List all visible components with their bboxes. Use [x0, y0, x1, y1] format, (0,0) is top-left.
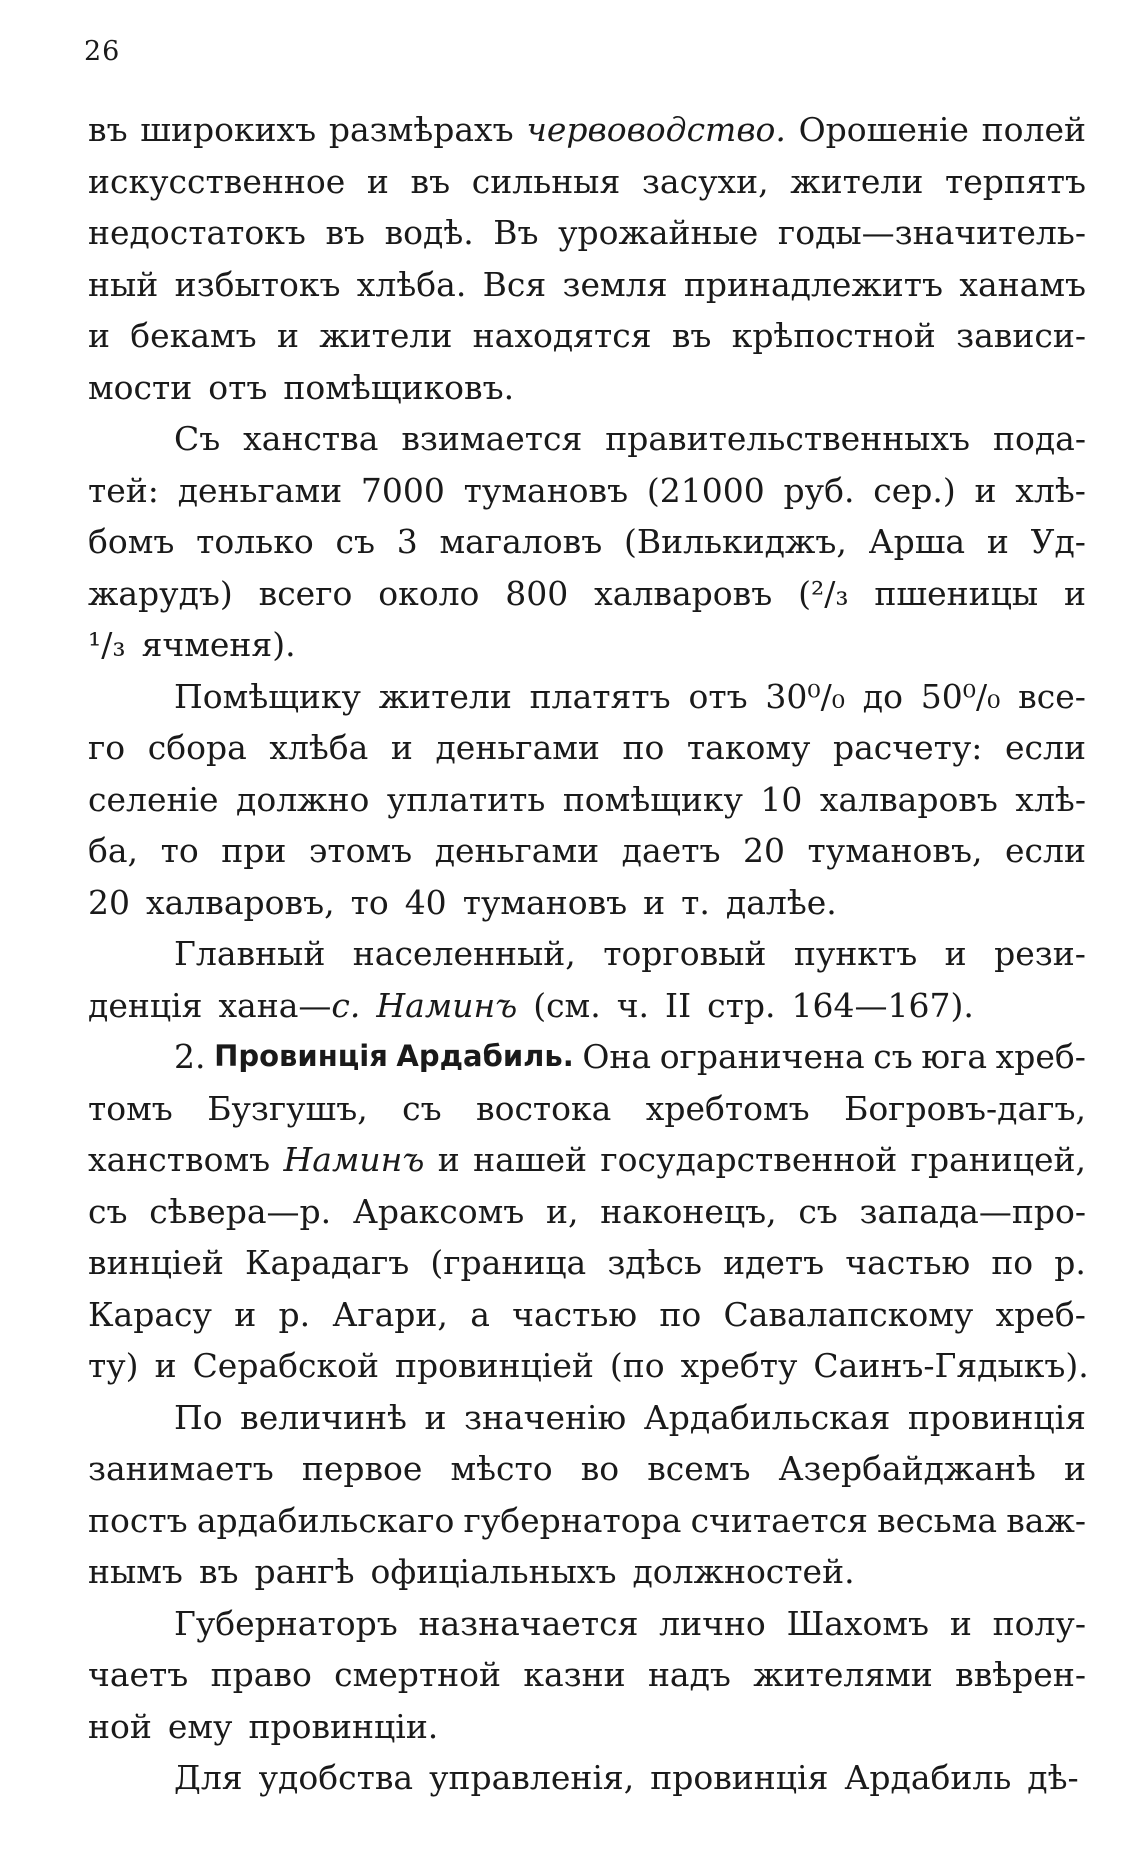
word: занимаетъ — [88, 1449, 274, 1488]
word: Агари, — [332, 1294, 448, 1334]
word: деньгами — [177, 470, 343, 510]
word: хлѣ- — [1015, 470, 1086, 510]
word: пода- — [992, 419, 1086, 458]
word: тумановъ — [463, 470, 629, 510]
word: востока — [476, 1088, 612, 1128]
word: и — [276, 316, 299, 355]
word: Орошеніе — [798, 110, 969, 149]
word: Карадагъ — [244, 1243, 410, 1282]
word: далѣе. — [725, 882, 837, 922]
word: провинціи. — [248, 1706, 439, 1746]
paragraph — [88, 1598, 1086, 1753]
text-line — [88, 1031, 1086, 1083]
word: частью — [512, 1294, 638, 1334]
word: жители — [378, 676, 512, 716]
word: по — [659, 1294, 702, 1334]
word: и, — [545, 1191, 579, 1231]
word: Главный — [174, 934, 326, 973]
word: нымъ — [88, 1552, 183, 1591]
word: и — [437, 1140, 460, 1179]
word: ячменя). — [141, 625, 296, 664]
word: ханствомъ — [88, 1140, 271, 1179]
word: помѣщику — [562, 779, 743, 819]
word: управленія, — [429, 1758, 635, 1797]
paragraph — [88, 413, 1086, 671]
word: отъ — [688, 676, 748, 716]
word: съ — [335, 522, 375, 561]
word: червоводство. — [526, 110, 786, 149]
word: ввѣрен- — [955, 1655, 1086, 1694]
text-line — [88, 1752, 1086, 1804]
word: Ардабильская — [643, 1397, 891, 1437]
word: въ — [88, 110, 128, 149]
word: ханства — [243, 419, 379, 458]
word: только — [196, 522, 314, 561]
word: и — [643, 882, 666, 922]
word: находятся — [472, 316, 652, 355]
word: удобства — [258, 1758, 414, 1797]
text-line — [88, 156, 1086, 208]
word: въ — [410, 161, 451, 201]
word: бекамъ — [130, 316, 257, 355]
word: хлѣба. — [356, 264, 467, 304]
word: назначается — [418, 1603, 639, 1643]
word: халваровъ — [819, 779, 998, 819]
word: 7000 — [360, 470, 445, 510]
word: даетъ — [621, 831, 721, 870]
word: платятъ — [529, 676, 671, 716]
paragraph — [88, 671, 1086, 929]
word: Серабской — [192, 1346, 379, 1385]
word: государственной — [600, 1140, 898, 1179]
word: важ- — [1006, 1500, 1086, 1540]
paragraph — [88, 928, 1086, 1031]
word: границей, — [910, 1140, 1086, 1179]
word: стр. — [707, 985, 776, 1025]
word: томъ — [88, 1088, 173, 1128]
text-line — [88, 877, 1086, 929]
word: до — [862, 676, 903, 716]
word: запада—про- — [859, 1191, 1086, 1231]
word: Наминъ — [283, 1140, 425, 1179]
word: ханамъ — [959, 264, 1086, 304]
word: величинѣ — [240, 1397, 407, 1437]
word: Карасу — [88, 1294, 212, 1334]
word: дѣ- — [1027, 1758, 1079, 1797]
word: наконецъ, — [600, 1191, 777, 1231]
text-line — [88, 568, 1086, 620]
word: губернатора — [463, 1500, 682, 1540]
word: крѣпостной — [731, 316, 936, 355]
word: всего — [258, 573, 353, 613]
text-line — [88, 104, 1086, 156]
word: селеніе — [88, 779, 219, 819]
word: жарудъ) — [88, 573, 233, 613]
word: размѣрахъ — [328, 110, 514, 149]
word: ной — [88, 1706, 152, 1746]
text-line — [88, 1340, 1089, 1392]
text-line — [88, 619, 1086, 671]
text-line — [88, 980, 1086, 1032]
word: сер.) — [873, 470, 956, 510]
text-line — [88, 362, 1086, 414]
text-line — [88, 259, 1086, 311]
word: магаловъ — [439, 522, 603, 561]
word: ба, — [88, 831, 139, 870]
text-line — [88, 1546, 1086, 1598]
word: деньгами — [434, 831, 600, 870]
word: терпятъ — [945, 161, 1086, 201]
word: хреб- — [995, 1037, 1086, 1076]
paragraph — [88, 1392, 1086, 1598]
word: первое — [301, 1449, 423, 1488]
word: и — [1063, 573, 1086, 613]
word: Провинція — [214, 1039, 388, 1073]
word: Она — [582, 1037, 652, 1076]
word: (по — [609, 1346, 665, 1385]
word: съ — [798, 1191, 838, 1231]
word: жителями — [753, 1655, 933, 1694]
text-line — [88, 465, 1086, 517]
text-line — [88, 1495, 1086, 1547]
text-line — [88, 722, 1086, 774]
word: 10 — [760, 779, 803, 819]
word: По — [174, 1397, 223, 1437]
word: съ — [402, 1088, 442, 1128]
word: Помѣщику — [174, 676, 361, 716]
word: сѣвера—р. — [149, 1191, 332, 1231]
word: полей — [981, 110, 1086, 149]
word: Богровъ-дагъ, — [844, 1088, 1086, 1128]
body-text — [88, 104, 1089, 1804]
word: нашей — [473, 1140, 587, 1179]
word: избытокъ — [174, 264, 341, 304]
word: и — [974, 470, 997, 510]
word: и — [986, 522, 1009, 561]
word: рангѣ — [254, 1552, 355, 1591]
word: Ардабиль. — [396, 1039, 574, 1073]
word: офиціальныхъ — [370, 1552, 617, 1591]
word: 2. — [174, 1037, 206, 1076]
word: въ — [198, 1552, 239, 1591]
paragraph — [88, 1752, 1086, 1804]
word: (²/₃ — [798, 573, 849, 613]
word: лично — [659, 1603, 766, 1643]
word: всемъ — [647, 1449, 751, 1488]
word: этомъ — [308, 831, 413, 870]
word: тей: — [88, 470, 159, 510]
text-line — [88, 516, 1086, 568]
word: халваровъ — [594, 573, 773, 613]
word: 30⁰/₀ — [765, 676, 845, 716]
word: Уд- — [1030, 522, 1086, 561]
word: винціей — [88, 1243, 224, 1282]
word: считается — [690, 1500, 868, 1540]
word: хана—с. — [218, 985, 361, 1025]
word: бомъ — [88, 522, 175, 561]
word: тумановъ — [462, 882, 628, 922]
word: широкихъ — [140, 110, 317, 149]
text-line — [88, 671, 1086, 723]
text-line — [88, 207, 1086, 259]
word: недостатокъ — [88, 213, 306, 252]
word: хреб- — [995, 1294, 1086, 1334]
word: Азербайджанѣ — [778, 1449, 1036, 1488]
text-line — [88, 1598, 1086, 1650]
word: 800 — [505, 573, 569, 613]
word: халваровъ, — [146, 882, 335, 922]
word: и — [390, 728, 413, 767]
word: около — [378, 573, 480, 613]
word: Саинъ-Гядыкъ). — [813, 1346, 1089, 1385]
word: должностей. — [632, 1552, 855, 1591]
word: то — [350, 882, 389, 922]
word: сбора — [147, 728, 247, 767]
word: деньгами — [435, 728, 600, 767]
word: руб. — [783, 470, 855, 510]
word: если — [1004, 728, 1086, 767]
word: жители — [790, 161, 924, 201]
word: здѣсь — [607, 1243, 702, 1282]
text-line — [88, 1701, 1086, 1753]
word: населенный, — [352, 934, 576, 973]
word: пунктъ — [793, 934, 918, 973]
word: и — [944, 934, 967, 973]
word: все- — [1018, 676, 1086, 716]
word: Въ — [493, 213, 539, 252]
word: юга — [921, 1037, 988, 1076]
word: по — [622, 728, 665, 767]
page-number: 26 — [84, 36, 121, 67]
word: казни — [523, 1655, 626, 1694]
word: и — [234, 1294, 257, 1334]
word: по — [991, 1243, 1034, 1282]
word: съ — [873, 1037, 913, 1076]
word: весьма — [877, 1500, 997, 1540]
text-line — [88, 825, 1086, 877]
word: ¹/₃ — [88, 625, 126, 664]
word: полу- — [992, 1603, 1086, 1643]
word: пшеницы — [874, 573, 1039, 613]
word: Ардабиль — [844, 1758, 1012, 1797]
text-line — [88, 413, 1086, 465]
word: то — [160, 831, 199, 870]
word: значенію — [463, 1397, 627, 1437]
word: (граница — [430, 1243, 587, 1282]
word: помѣщиковъ. — [283, 367, 515, 407]
word: торговый — [603, 934, 767, 973]
word: и — [1063, 1449, 1086, 1488]
word: и — [154, 1346, 177, 1385]
text-line — [88, 1443, 1086, 1495]
word: ардабильскаго — [196, 1500, 455, 1540]
word: чаетъ — [88, 1655, 189, 1694]
word: если — [1005, 831, 1086, 870]
word: тумановъ, — [807, 831, 983, 870]
word: должно — [236, 779, 370, 819]
text-line — [88, 928, 1086, 980]
word: р. — [278, 1294, 311, 1334]
word: (см. — [533, 985, 601, 1025]
paragraph — [88, 104, 1086, 413]
word: засухи, — [641, 161, 769, 201]
word: хлѣба — [269, 728, 369, 767]
word: ч. — [616, 985, 650, 1025]
word: правительственныхъ — [605, 419, 971, 458]
word: провинція — [907, 1397, 1086, 1437]
word: урожайные — [558, 213, 759, 252]
word: 40 — [404, 882, 447, 922]
word: ту) — [88, 1346, 139, 1385]
word: 164—167). — [791, 985, 974, 1025]
word: Вся — [482, 264, 547, 304]
word: Арша — [868, 522, 966, 561]
word: въ — [671, 316, 712, 355]
word: 50⁰/₀ — [920, 676, 1001, 716]
word: рези- — [994, 934, 1086, 973]
word: мости — [88, 367, 193, 407]
word: Съ — [174, 419, 221, 458]
word: взимается — [401, 419, 583, 458]
word: и — [949, 1603, 972, 1643]
word: во — [580, 1449, 620, 1488]
text-line — [88, 1392, 1086, 1444]
word: водѣ. — [384, 213, 474, 252]
text-line — [88, 310, 1086, 362]
word: при — [221, 831, 287, 870]
word: (21000 — [646, 470, 765, 510]
word: и — [424, 1397, 447, 1437]
word: II — [665, 985, 692, 1025]
text-line — [88, 1649, 1086, 1701]
word: смертной — [334, 1655, 502, 1694]
word: провинція — [650, 1758, 829, 1797]
word: въ — [325, 213, 366, 252]
text-line — [88, 1289, 1086, 1341]
text-line — [88, 1186, 1086, 1238]
word: расчету: — [833, 728, 983, 767]
word: ный — [88, 264, 159, 304]
word: зависи- — [956, 316, 1086, 355]
word: принадлежитъ — [683, 264, 944, 304]
word: искусственное — [88, 161, 346, 201]
word: жители — [319, 316, 453, 355]
text-line — [88, 1237, 1086, 1289]
word: 20 — [742, 831, 785, 870]
word: хребту — [680, 1346, 798, 1385]
word: ему — [167, 1706, 233, 1746]
word: годы—значитель- — [777, 213, 1086, 252]
word: хлѣ- — [1015, 779, 1086, 819]
word: го — [88, 728, 126, 767]
word: (Вилькиджъ, — [623, 522, 847, 561]
word: право — [210, 1655, 312, 1694]
word: р. — [1054, 1243, 1086, 1282]
word: отъ — [208, 367, 268, 407]
word: хребтомъ — [645, 1088, 810, 1128]
word: надъ — [647, 1655, 731, 1694]
word: т. — [681, 882, 710, 922]
word: и — [88, 316, 110, 355]
word: сильныя — [471, 161, 621, 201]
word: денція — [88, 985, 203, 1025]
word: ограничена — [659, 1037, 865, 1076]
word: земля — [562, 264, 668, 304]
word: идетъ — [723, 1243, 825, 1282]
word: частью — [845, 1243, 971, 1282]
word: мѣсто — [450, 1449, 553, 1488]
word: а — [470, 1294, 490, 1334]
word: такому — [686, 728, 811, 767]
word: Для — [174, 1758, 243, 1797]
text-line — [88, 1083, 1086, 1135]
text-line — [88, 1134, 1086, 1186]
word: Наминъ — [376, 985, 518, 1025]
paragraph — [88, 1031, 1089, 1392]
word: Араксомъ — [352, 1191, 525, 1231]
word: 20 — [88, 882, 130, 922]
word: 3 — [396, 522, 418, 561]
word: Шахомъ — [786, 1603, 930, 1643]
word: съ — [88, 1191, 128, 1231]
word: и — [366, 161, 389, 201]
word: Бузгушъ, — [207, 1088, 368, 1128]
word: Губернаторъ — [174, 1603, 398, 1643]
word: Савалапскому — [723, 1294, 974, 1334]
word: уплатить — [386, 779, 546, 819]
word: провинціей — [394, 1346, 594, 1385]
text-line — [88, 774, 1086, 826]
word: постъ — [88, 1500, 188, 1540]
